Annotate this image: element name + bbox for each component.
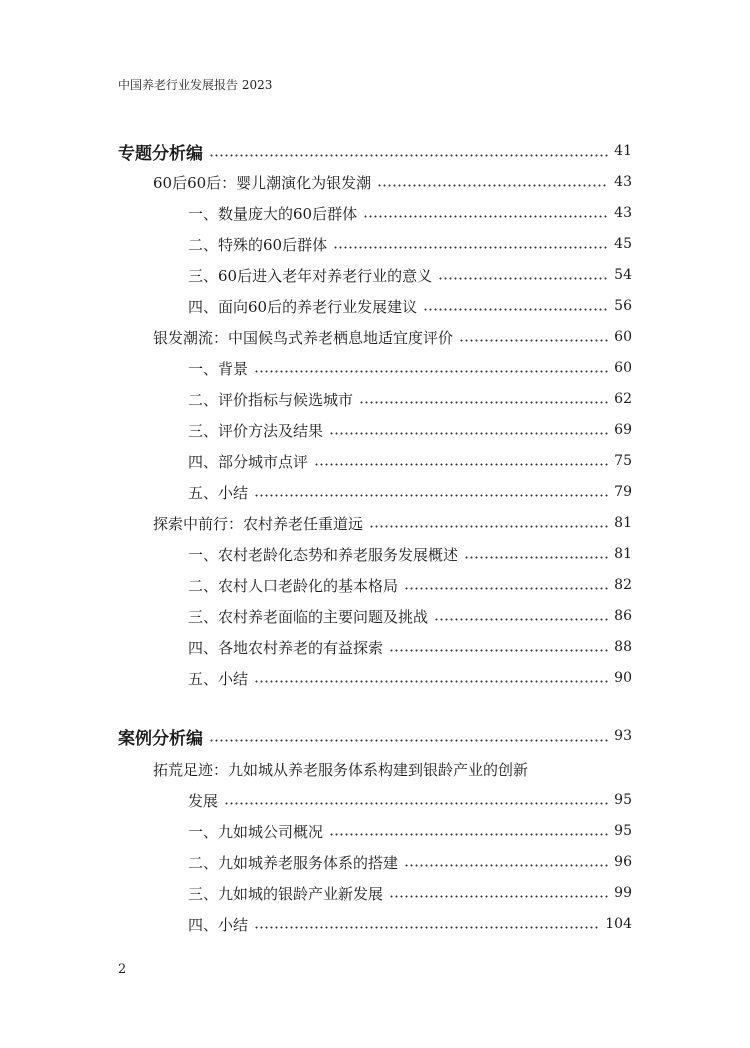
toc-entry-page: 96 bbox=[614, 854, 632, 870]
toc-entry bbox=[188, 787, 632, 813]
toc-entry-page: 56 bbox=[614, 298, 632, 314]
toc-entry bbox=[188, 634, 632, 660]
toc-entry-page: 54 bbox=[614, 267, 632, 283]
toc-entry-page: 104 bbox=[605, 916, 632, 932]
dot-leader bbox=[254, 917, 599, 931]
toc-entry-page: 93 bbox=[614, 728, 632, 744]
dot-leader bbox=[377, 175, 608, 189]
toc-entry bbox=[188, 665, 632, 691]
toc-entry-page: 60 bbox=[614, 360, 632, 376]
toc-entry-title: 二、评价指标与候选城市 bbox=[188, 390, 354, 409]
toc-entry bbox=[153, 324, 632, 350]
toc-entry-title: 一、数量庞大的60后群体 bbox=[188, 204, 358, 223]
toc-entry-title: 专题分析编 bbox=[118, 143, 203, 164]
toc-entry bbox=[188, 849, 632, 875]
toc-entry-page: 75 bbox=[614, 453, 632, 469]
dot-leader bbox=[464, 547, 608, 561]
dot-leader bbox=[254, 361, 608, 375]
dot-leader bbox=[209, 729, 608, 743]
dot-leader bbox=[459, 330, 608, 344]
toc-entry-title: 四、部分城市点评 bbox=[188, 452, 309, 471]
toc-entry-title: 五、小结 bbox=[188, 669, 249, 688]
toc-entry bbox=[188, 293, 632, 319]
toc-entry bbox=[188, 448, 632, 474]
dot-leader bbox=[254, 671, 608, 685]
toc-entry bbox=[188, 880, 632, 906]
dot-leader bbox=[363, 206, 608, 220]
toc-entry-title: 二、特殊的60后群体 bbox=[188, 235, 328, 254]
toc-entry-title: 一、农村老龄化态势和养老服务发展概述 bbox=[188, 545, 459, 564]
dot-leader bbox=[359, 392, 608, 406]
toc-entry bbox=[188, 479, 632, 505]
dot-leader bbox=[254, 485, 608, 499]
dot-leader bbox=[404, 578, 608, 592]
dot-leader bbox=[333, 237, 608, 251]
toc-entry-page: 79 bbox=[614, 484, 632, 500]
toc-entry bbox=[188, 200, 632, 226]
dot-leader bbox=[209, 144, 608, 158]
toc-entry-page: 81 bbox=[614, 515, 632, 531]
toc-entry-title: 案例分析编 bbox=[118, 728, 203, 749]
toc-entry-page: 95 bbox=[614, 823, 632, 839]
toc-entry-title: 五、小结 bbox=[188, 483, 249, 502]
dot-leader bbox=[314, 454, 608, 468]
toc-entry-page: 43 bbox=[614, 205, 632, 221]
dot-leader bbox=[329, 824, 608, 838]
running-header: 中国养老行业发展报告 2023 bbox=[118, 78, 273, 92]
toc-entry-page: 90 bbox=[614, 670, 632, 686]
toc-entry bbox=[188, 603, 632, 629]
toc-entry-title: 三、评价方法及结果 bbox=[188, 421, 324, 440]
toc-entry-title: 四、各地农村养老的有益探索 bbox=[188, 638, 384, 657]
page-number: 2 bbox=[118, 962, 127, 977]
dot-leader bbox=[369, 516, 608, 530]
toc-entry-page: 99 bbox=[614, 885, 632, 901]
dot-leader bbox=[434, 609, 608, 623]
toc-entry-title: 二、九如城养老服务体系的搭建 bbox=[188, 853, 399, 872]
toc-entry-page: 43 bbox=[614, 174, 632, 190]
dot-leader bbox=[438, 268, 608, 282]
toc-entry-title: 60后60后：婴儿潮演化为银发潮 bbox=[153, 173, 372, 192]
toc-entry-page: 60 bbox=[614, 329, 632, 345]
toc-entry-title: 一、背景 bbox=[188, 359, 249, 378]
toc-entry-title: 三、农村养老面临的主要问题及挑战 bbox=[188, 607, 429, 626]
toc-entry-title: 三、九如城的银龄产业新发展 bbox=[188, 884, 384, 903]
toc-entry-title: 发展 bbox=[188, 791, 219, 810]
toc-entry bbox=[188, 386, 632, 412]
dot-leader bbox=[389, 886, 608, 900]
toc-entry bbox=[188, 541, 632, 567]
toc-entry-title: 四、面向60后的养老行业发展建议 bbox=[188, 297, 418, 316]
toc-entry-page: 95 bbox=[614, 792, 632, 808]
toc-entry bbox=[188, 355, 632, 381]
toc-entry bbox=[188, 911, 632, 937]
toc-entry-title: 拓荒足迹：九如城从养老服务体系构建到银龄产业的创新 bbox=[153, 760, 529, 779]
toc-entry-title: 四、小结 bbox=[188, 915, 249, 934]
toc-entry bbox=[118, 723, 632, 749]
dot-leader bbox=[224, 793, 608, 807]
dot-leader bbox=[404, 855, 608, 869]
toc-entry-page: 86 bbox=[614, 608, 632, 624]
toc-entry bbox=[118, 138, 632, 164]
toc-entry-title: 三、60后进入老年对养老行业的意义 bbox=[188, 266, 433, 285]
toc-entry-title: 二、农村人口老龄化的基本格局 bbox=[188, 576, 399, 595]
toc-entry-page: 41 bbox=[614, 143, 632, 159]
toc-entry bbox=[188, 818, 632, 844]
dot-leader bbox=[423, 299, 608, 313]
toc-entry bbox=[153, 756, 632, 782]
toc-entry-page: 62 bbox=[614, 391, 632, 407]
toc-entry-title: 银发潮流：中国候鸟式养老栖息地适宜度评价 bbox=[153, 328, 454, 347]
toc-entry-page: 69 bbox=[614, 422, 632, 438]
toc-entry-page: 88 bbox=[614, 639, 632, 655]
toc-entry bbox=[153, 169, 632, 195]
toc-entry-title: 一、九如城公司概况 bbox=[188, 822, 324, 841]
toc-entry-page: 82 bbox=[614, 577, 632, 593]
toc-entry bbox=[188, 417, 632, 443]
toc-entry-title: 探索中前行：农村养老任重道远 bbox=[153, 514, 364, 533]
toc-entry bbox=[188, 262, 632, 288]
dot-leader bbox=[389, 640, 608, 654]
dot-leader bbox=[329, 423, 608, 437]
toc-entry-page: 45 bbox=[614, 236, 632, 252]
toc-entry bbox=[153, 510, 632, 536]
toc-entry bbox=[188, 231, 632, 257]
toc-entry-page: 81 bbox=[614, 546, 632, 562]
toc-entry bbox=[188, 572, 632, 598]
